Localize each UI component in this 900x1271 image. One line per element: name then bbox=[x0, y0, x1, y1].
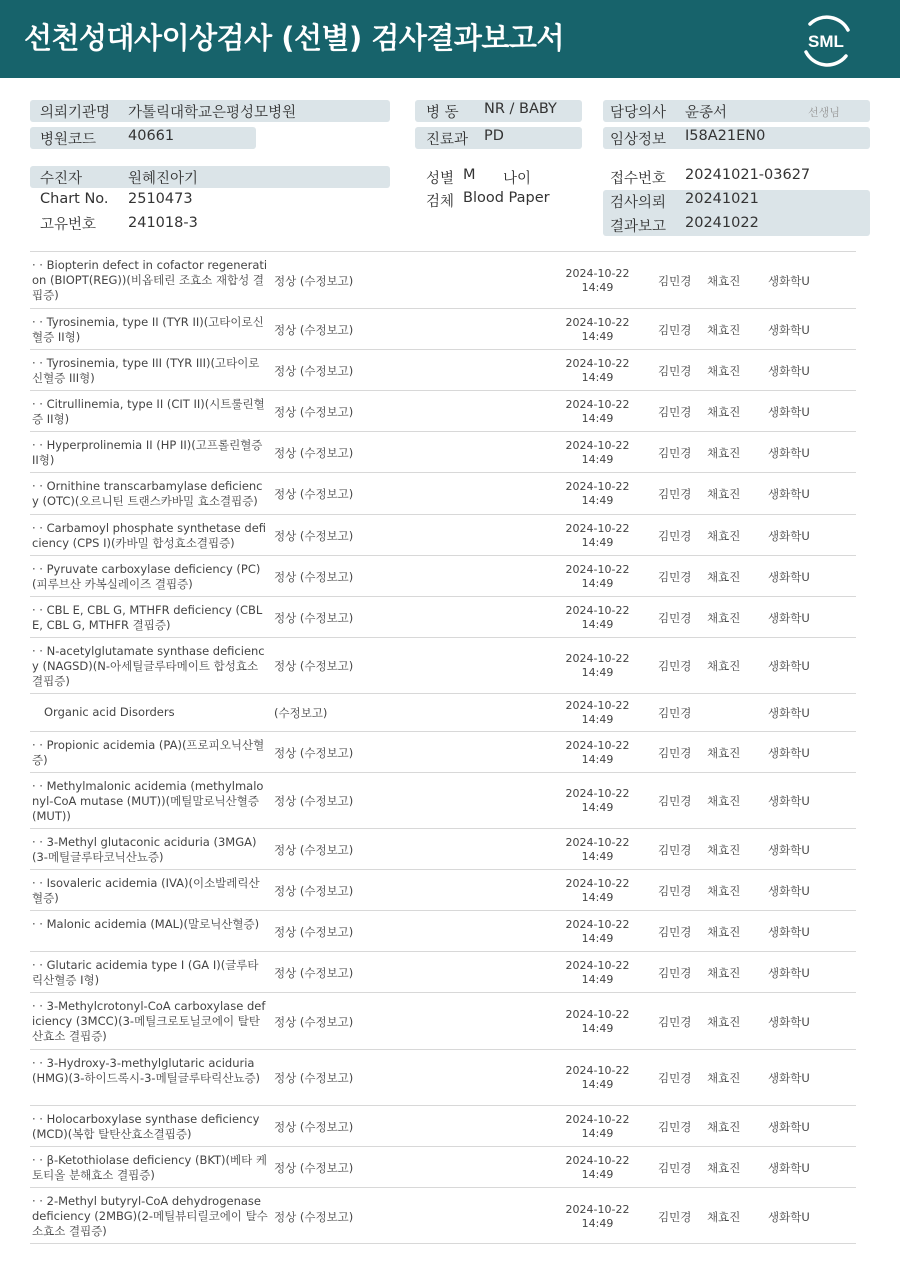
report-time: 14:49 bbox=[581, 617, 614, 631]
test-result: 정상 (수정보고) bbox=[274, 611, 354, 625]
patient-label: 수진자 bbox=[40, 171, 83, 187]
report-date: 2024-10-22 bbox=[565, 439, 630, 452]
test-name: · · 3-Methyl glutaconic aciduria (3MGA)(3-메틸글루타코닉산뇨증) bbox=[32, 835, 257, 864]
patient-value: 원혜진아기 bbox=[128, 171, 199, 187]
report-time: 14:49 bbox=[581, 576, 614, 590]
test-result: 정상 (수정보고) bbox=[274, 446, 354, 460]
request-value: 20241021 bbox=[685, 191, 759, 207]
report-date: 2024-10-22 bbox=[565, 1064, 630, 1077]
test-result: 정상 (수정보고) bbox=[274, 1161, 354, 1175]
report-date: 2024-10-22 bbox=[565, 480, 630, 493]
inst-label: 의뢰기관명 bbox=[40, 105, 111, 121]
report-time: 14:49 bbox=[581, 329, 614, 343]
report-label: 결과보고 bbox=[610, 219, 667, 235]
sex-value: M bbox=[463, 167, 476, 183]
logo-text: SML bbox=[808, 32, 844, 51]
report-date: 2024-10-22 bbox=[565, 1008, 630, 1021]
ward-label: 병 동 bbox=[426, 105, 459, 121]
tester-name: 김민경 bbox=[658, 1161, 692, 1175]
report-date: 2024-10-22 bbox=[565, 959, 630, 972]
report-date: 2024-10-22 bbox=[565, 522, 630, 535]
test-name: · · Biopterin defect in cofactor regeneration (BIOPT(REG))(비옵테린 조효소 재합성 결핍증) bbox=[32, 258, 268, 302]
test-name: · · Pyruvate carboxylase deficiency (PC)(피루브산 카복실레이즈 결핍증) bbox=[32, 562, 261, 591]
tester-name: 김민경 bbox=[658, 1015, 692, 1029]
test-result: 정상 (수정보고) bbox=[274, 1120, 354, 1134]
report-time: 14:49 bbox=[581, 1126, 614, 1140]
test-result: 정상 (수정보고) bbox=[274, 487, 354, 501]
results-table bbox=[30, 251, 856, 1244]
reviewer-name: 채효진 bbox=[707, 487, 741, 501]
lab-dept: 생화학U bbox=[768, 843, 810, 857]
table-row bbox=[30, 390, 856, 431]
tester-name: 김민경 bbox=[658, 405, 692, 419]
report-datetime bbox=[550, 1203, 645, 1230]
report-datetime bbox=[550, 480, 645, 507]
table-row bbox=[30, 828, 856, 869]
reviewer-name: 채효진 bbox=[707, 1015, 741, 1029]
test-result: 정상 (수정보고) bbox=[274, 966, 354, 980]
doctor-label: 담당의사 bbox=[610, 105, 667, 121]
test-name: · · Ornithine transcarbamylase deficiency (OTC)(오르니틴 트랜스카바밀 효소결핍증) bbox=[32, 479, 263, 508]
test-result: 정상 (수정보고) bbox=[274, 884, 354, 898]
report-datetime bbox=[550, 522, 645, 549]
test-result: 정상 (수정보고) bbox=[274, 529, 354, 543]
test-result: 정상 (수정보고) bbox=[274, 925, 354, 939]
report-time: 14:49 bbox=[581, 931, 614, 945]
report-date: 2024-10-22 bbox=[565, 877, 630, 890]
reviewer-name: 채효진 bbox=[707, 1071, 741, 1085]
table-row bbox=[30, 1049, 856, 1105]
tester-name: 김민경 bbox=[658, 746, 692, 760]
report-datetime bbox=[550, 563, 645, 590]
clinical-label: 임상정보 bbox=[610, 132, 667, 148]
report-date: 2024-10-22 bbox=[565, 1203, 630, 1216]
table-row bbox=[30, 869, 856, 910]
test-result: 정상 (수정보고) bbox=[274, 1210, 354, 1224]
reviewer-name: 채효진 bbox=[707, 446, 741, 460]
report-datetime bbox=[550, 699, 645, 726]
report-time: 14:49 bbox=[581, 665, 614, 679]
age-label: 나이 bbox=[503, 171, 532, 187]
tester-name: 김민경 bbox=[658, 1120, 692, 1134]
lab-dept: 생화학U bbox=[768, 746, 810, 760]
report-time: 14:49 bbox=[581, 890, 614, 904]
test-name: · · 2-Methyl butyryl-CoA dehydrogenase deficiency (2MBG)(2-메틸뷰티릴코에이 탈수소효소 결핍증) bbox=[32, 1194, 268, 1238]
table-row bbox=[30, 308, 856, 349]
report-time: 14:49 bbox=[581, 280, 614, 294]
reviewer-name: 채효진 bbox=[707, 364, 741, 378]
lab-dept: 생화학U bbox=[768, 364, 810, 378]
report-datetime bbox=[550, 652, 645, 679]
report-datetime bbox=[550, 787, 645, 814]
tester-name: 김민경 bbox=[658, 323, 692, 337]
test-name: · · Isovaleric acidemia (IVA)(이소발레릭산혈증) bbox=[32, 876, 260, 905]
report-date: 2024-10-22 bbox=[565, 357, 630, 370]
reviewer-name: 채효진 bbox=[707, 746, 741, 760]
report-time: 14:49 bbox=[581, 800, 614, 814]
tester-name: 김민경 bbox=[658, 446, 692, 460]
lab-dept: 생화학U bbox=[768, 659, 810, 673]
tester-name: 김민경 bbox=[658, 706, 692, 720]
test-name: · · Methylmalonic acidemia (methylmalonyl-CoA mutase (MUT))(메틸말로닉산혈증 (MUT)) bbox=[32, 779, 264, 823]
reviewer-name: 채효진 bbox=[707, 794, 741, 808]
test-name: · · 3-Hydroxy-3-methylglutaric aciduria (HMG)(3-하이드록시-3-메틸글루타릭산뇨증) bbox=[32, 1056, 261, 1085]
tester-name: 김민경 bbox=[658, 529, 692, 543]
report-datetime bbox=[550, 877, 645, 904]
test-name: · · Propionic acidemia (PA)(프로피오닉산혈증) bbox=[32, 738, 265, 767]
chart-value: 2510473 bbox=[128, 191, 193, 207]
report-date: 2024-10-22 bbox=[565, 1113, 630, 1126]
test-name: · · Glutaric acidemia type I (GA I)(글루타릭산혈증 I형) bbox=[32, 958, 259, 987]
ward-value: NR / BABY bbox=[484, 101, 557, 117]
specimen-label: 검체 bbox=[426, 194, 455, 210]
report-header bbox=[0, 0, 900, 78]
test-name: · · Tyrosinemia, type III (TYR III)(고타이로신혈증 III형) bbox=[32, 356, 260, 385]
reviewer-name: 채효진 bbox=[707, 323, 741, 337]
report-date: 2024-10-22 bbox=[565, 563, 630, 576]
table-row bbox=[30, 637, 856, 693]
test-result: 정상 (수정보고) bbox=[274, 1071, 354, 1085]
reviewer-name: 채효진 bbox=[707, 274, 741, 288]
table-row bbox=[30, 555, 856, 596]
reviewer-name: 채효진 bbox=[707, 659, 741, 673]
report-date: 2024-10-22 bbox=[565, 604, 630, 617]
lab-dept: 생화학U bbox=[768, 323, 810, 337]
report-time: 14:49 bbox=[581, 411, 614, 425]
tester-name: 김민경 bbox=[658, 1210, 692, 1224]
test-result: 정상 (수정보고) bbox=[274, 1015, 354, 1029]
table-row bbox=[30, 1105, 856, 1146]
uid-value: 241018-3 bbox=[128, 215, 198, 231]
code-label: 병원코드 bbox=[40, 132, 97, 148]
test-result: 정상 (수정보고) bbox=[274, 405, 354, 419]
report-date: 2024-10-22 bbox=[565, 267, 630, 280]
table-row bbox=[30, 951, 856, 992]
report-date: 2024-10-22 bbox=[565, 836, 630, 849]
lab-dept: 생화학U bbox=[768, 611, 810, 625]
report-datetime bbox=[550, 604, 645, 631]
reviewer-name: 채효진 bbox=[707, 570, 741, 584]
lab-dept: 생화학U bbox=[768, 487, 810, 501]
lab-dept: 생화학U bbox=[768, 925, 810, 939]
tester-name: 김민경 bbox=[658, 794, 692, 808]
report-value: 20241022 bbox=[685, 215, 759, 231]
lab-dept: 생화학U bbox=[768, 884, 810, 898]
report-time: 14:49 bbox=[581, 1077, 614, 1091]
chart-label: Chart No. bbox=[40, 191, 109, 207]
report-date: 2024-10-22 bbox=[565, 787, 630, 800]
report-datetime bbox=[550, 739, 645, 766]
report-datetime bbox=[550, 1064, 645, 1091]
lab-dept: 생화학U bbox=[768, 1015, 810, 1029]
table-row bbox=[30, 514, 856, 555]
test-result: 정상 (수정보고) bbox=[274, 794, 354, 808]
tester-name: 김민경 bbox=[658, 843, 692, 857]
table-row bbox=[30, 693, 856, 731]
inst-value: 가톨릭대학교은평성모병원 bbox=[128, 105, 297, 121]
tester-name: 김민경 bbox=[658, 274, 692, 288]
report-datetime bbox=[550, 357, 645, 384]
table-row bbox=[30, 992, 856, 1049]
doctor-suffix: 선생님 bbox=[808, 106, 840, 119]
report-datetime bbox=[550, 836, 645, 863]
patient-box bbox=[30, 166, 390, 188]
lab-dept: 생화학U bbox=[768, 405, 810, 419]
report-title: 선천성대사이상검사 (선별) 검사결과보고서 bbox=[24, 21, 564, 55]
tester-name: 김민경 bbox=[658, 611, 692, 625]
reviewer-name: 채효진 bbox=[707, 405, 741, 419]
report-time: 14:49 bbox=[581, 1167, 614, 1181]
test-name: · · N-acetylglutamate synthase deficiency (NAGSD)(N-아세틸글루타메이트 합성효소 결핍증) bbox=[32, 644, 265, 688]
test-result: 정상 (수정보고) bbox=[274, 746, 354, 760]
clinical-value: I58A21EN0 bbox=[685, 128, 766, 144]
table-row bbox=[30, 731, 856, 772]
report-date: 2024-10-22 bbox=[565, 398, 630, 411]
test-result: 정상 (수정보고) bbox=[274, 364, 354, 378]
test-name: · · β-Ketothiolase deficiency (BKT)(베타 케토티올 분해효소 결핍증) bbox=[32, 1153, 267, 1182]
table-row bbox=[30, 472, 856, 514]
tester-name: 김민경 bbox=[658, 364, 692, 378]
test-name: · · Holocarboxylase synthase deficiency (MCD)(복합 탈탄산효소결핍증) bbox=[32, 1112, 260, 1141]
report-datetime bbox=[550, 918, 645, 945]
reviewer-name: 채효진 bbox=[707, 1161, 741, 1175]
report-date: 2024-10-22 bbox=[565, 739, 630, 752]
test-name: · · Hyperprolinemia II (HP II)(고프롤린혈증 II형) bbox=[32, 438, 263, 467]
report-time: 14:49 bbox=[581, 849, 614, 863]
test-name: · · Carbamoyl phosphate synthetase deficiency (CPS I)(카바밀 합성효소결핍증) bbox=[32, 521, 267, 550]
lab-dept: 생화학U bbox=[768, 794, 810, 808]
lab-dept: 생화학U bbox=[768, 1071, 810, 1085]
reviewer-name: 채효진 bbox=[707, 611, 741, 625]
reviewer-name: 채효진 bbox=[707, 966, 741, 980]
lab-dept: 생화학U bbox=[768, 446, 810, 460]
reviewer-name: 채효진 bbox=[707, 925, 741, 939]
tester-name: 김민경 bbox=[658, 966, 692, 980]
report-date: 2024-10-22 bbox=[565, 652, 630, 665]
test-name: · · CBL E, CBL G, MTHFR deficiency (CBL E, CBL G, MTHFR 결핍증) bbox=[32, 603, 263, 632]
table-row bbox=[30, 251, 856, 308]
report-time: 14:49 bbox=[581, 712, 614, 726]
test-name: · · Tyrosinemia, type II (TYR II)(고타이로신혈증 II형) bbox=[32, 315, 264, 344]
report-date: 2024-10-22 bbox=[565, 316, 630, 329]
test-result: 정상 (수정보고) bbox=[274, 323, 354, 337]
report-datetime bbox=[550, 267, 645, 294]
test-name: Organic acid Disorders bbox=[44, 705, 175, 719]
tester-name: 김민경 bbox=[658, 884, 692, 898]
table-row bbox=[30, 596, 856, 637]
lab-dept: 생화학U bbox=[768, 529, 810, 543]
test-name: · · Citrullinemia, type II (CIT II)(시트룰린혈증 II형) bbox=[32, 397, 265, 426]
lab-dept: 생화학U bbox=[768, 1120, 810, 1134]
table-row bbox=[30, 1146, 856, 1187]
report-datetime bbox=[550, 1113, 645, 1140]
report-time: 14:49 bbox=[581, 972, 614, 986]
tester-name: 김민경 bbox=[658, 1071, 692, 1085]
test-result: 정상 (수정보고) bbox=[274, 274, 354, 288]
table-row bbox=[30, 772, 856, 828]
table-row bbox=[30, 910, 856, 951]
receipt-label: 접수번호 bbox=[610, 171, 667, 187]
lab-dept: 생화학U bbox=[768, 1161, 810, 1175]
dept-label: 진료과 bbox=[426, 132, 469, 148]
report-time: 14:49 bbox=[581, 452, 614, 466]
report-datetime bbox=[550, 1008, 645, 1035]
report-time: 14:49 bbox=[581, 1021, 614, 1035]
reviewer-name: 채효진 bbox=[707, 1120, 741, 1134]
test-name: · · 3-Methylcrotonyl-CoA carboxylase deficiency (3MCC)(3-메틸크로토닐코에이 탈탄산효소 결핍증) bbox=[32, 999, 266, 1043]
table-row bbox=[30, 1187, 856, 1244]
report-datetime bbox=[550, 1154, 645, 1181]
reviewer-name: 채효진 bbox=[707, 529, 741, 543]
reviewer-name: 채효진 bbox=[707, 843, 741, 857]
uid-label: 고유번호 bbox=[40, 217, 97, 233]
report-time: 14:49 bbox=[581, 493, 614, 507]
table-row bbox=[30, 349, 856, 390]
tester-name: 김민경 bbox=[658, 925, 692, 939]
lab-dept: 생화학U bbox=[768, 570, 810, 584]
doctor-value: 윤종서 bbox=[685, 105, 728, 121]
report-time: 14:49 bbox=[581, 752, 614, 766]
lab-dept: 생화학U bbox=[768, 274, 810, 288]
lab-dept: 생화학U bbox=[768, 966, 810, 980]
reviewer-name: 채효진 bbox=[707, 1210, 741, 1224]
test-result: (수정보고) bbox=[274, 706, 328, 720]
receipt-value: 20241021-03627 bbox=[685, 167, 811, 183]
tester-name: 김민경 bbox=[658, 570, 692, 584]
reviewer-name: 채효진 bbox=[707, 884, 741, 898]
report-date: 2024-10-22 bbox=[565, 1154, 630, 1167]
test-result: 정상 (수정보고) bbox=[274, 843, 354, 857]
dept-value: PD bbox=[484, 128, 504, 144]
specimen-value: Blood Paper bbox=[463, 190, 550, 206]
sex-label: 성별 bbox=[426, 171, 455, 187]
report-datetime bbox=[550, 439, 645, 466]
report-time: 14:49 bbox=[581, 370, 614, 384]
report-time: 14:49 bbox=[581, 1216, 614, 1230]
tester-name: 김민경 bbox=[658, 487, 692, 501]
lab-dept: 생화학U bbox=[768, 706, 810, 720]
report-date: 2024-10-22 bbox=[565, 699, 630, 712]
lab-dept: 생화학U bbox=[768, 1210, 810, 1224]
report-date: 2024-10-22 bbox=[565, 918, 630, 931]
table-row bbox=[30, 431, 856, 472]
report-datetime bbox=[550, 959, 645, 986]
code-value: 40661 bbox=[128, 128, 175, 144]
request-label: 검사의뢰 bbox=[610, 195, 667, 211]
sml-logo-icon bbox=[798, 12, 854, 68]
test-result: 정상 (수정보고) bbox=[274, 659, 354, 673]
test-name: · · Malonic acidemia (MAL)(말로닉산혈증) bbox=[32, 917, 260, 931]
tester-name: 김민경 bbox=[658, 659, 692, 673]
report-datetime bbox=[550, 316, 645, 343]
report-time: 14:49 bbox=[581, 535, 614, 549]
test-result: 정상 (수정보고) bbox=[274, 570, 354, 584]
report-datetime bbox=[550, 398, 645, 425]
